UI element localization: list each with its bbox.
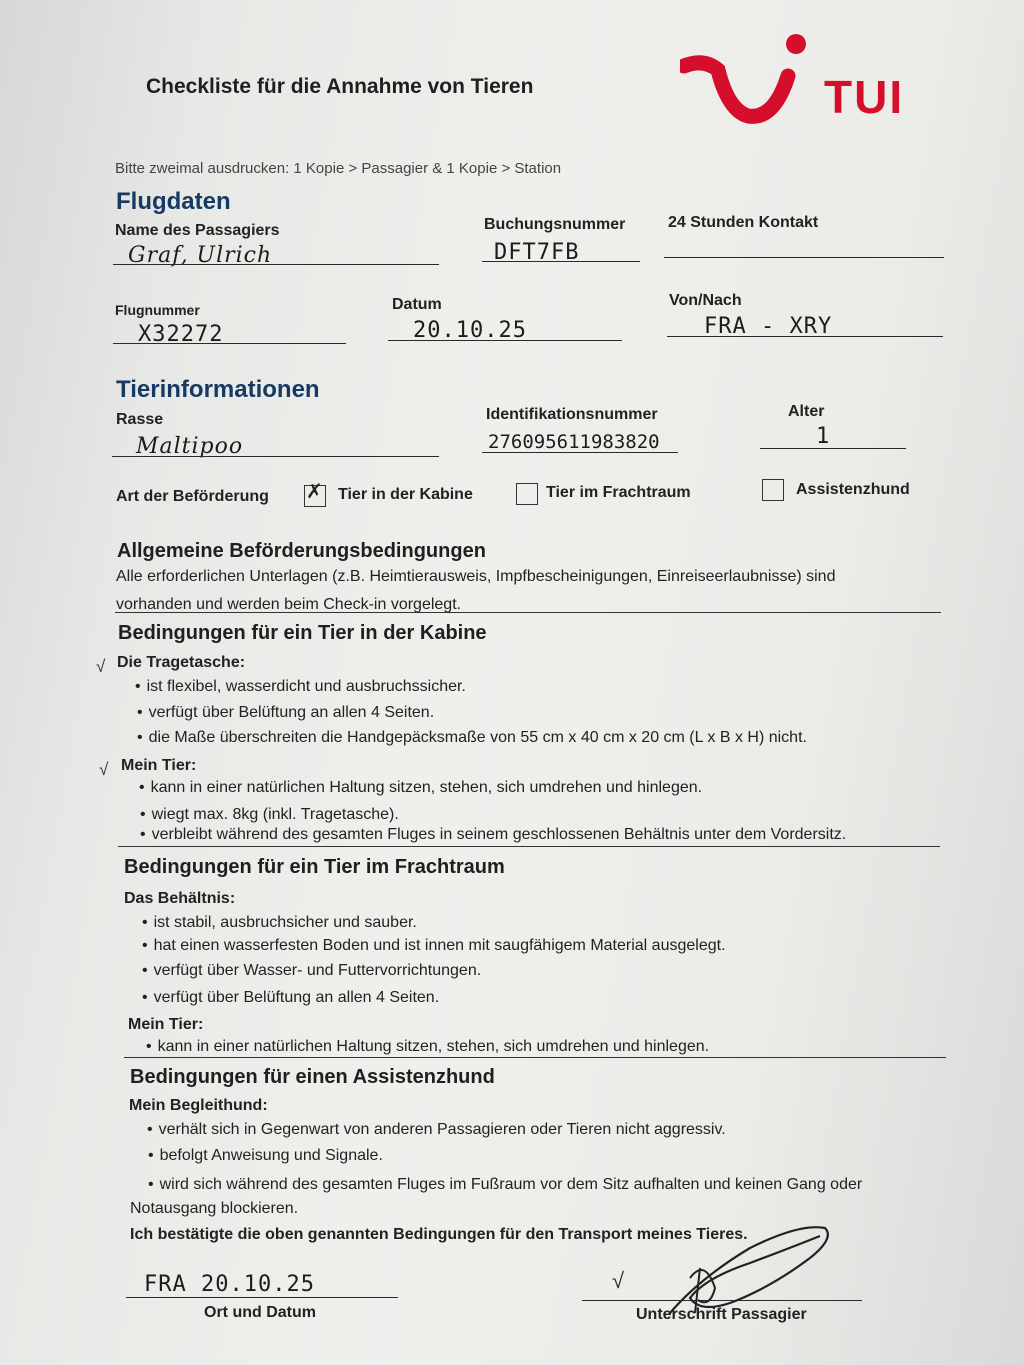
breed-underline <box>112 456 439 457</box>
pet-label: Mein Tier: <box>121 757 197 774</box>
container-item: • verfügt über Wasser- und Futtervorrichtungen. <box>142 962 481 980</box>
age-label: Alter <box>788 403 825 420</box>
bag-item: • ist flexibel, wasserdicht und ausbruchssicher. <box>135 678 466 696</box>
place-date-label: Ort und Datum <box>204 1304 316 1321</box>
pet-item: • verbleibt während des gesamten Fluges in seinem geschlossenen Behältnis unter dem Vordersitz. <box>140 826 846 844</box>
contact-underline <box>664 257 944 258</box>
bag-item: • die Maße überschreiten die Handgepäcksmaße von 55 cm x 40 cm x 20 cm (L x B x H) nicht. <box>137 729 807 747</box>
route-underline <box>667 336 943 337</box>
transport-label: Art der Beförderung <box>116 488 269 505</box>
option-assistenzhund-label: Assistenzhund <box>796 481 910 498</box>
bag-item: • verfügt über Belüftung an allen 4 Seiten. <box>137 704 434 722</box>
tick-mark-icon: √ <box>99 760 109 779</box>
dog-label: Mein Begleithund: <box>129 1097 268 1114</box>
dog-item: • wird sich während des gesamten Fluges im Fußraum vor dem Sitz aufhalten und keinen Gang oder <box>148 1176 862 1194</box>
place-date-underline <box>126 1297 398 1298</box>
flight-value: X32272 <box>138 322 224 347</box>
pet-item: • kann in einer natürlichen Haltung sitzen, stehen, sich umdrehen und hinlegen. <box>139 779 702 797</box>
form-title: Checkliste für die Annahme von Tieren <box>146 75 534 98</box>
tui-wordmark: TUI <box>824 71 905 123</box>
check-mark-icon: ✗ <box>306 481 323 503</box>
date-underline <box>388 340 622 341</box>
age-value: 1 <box>816 424 831 449</box>
signature-underline <box>582 1300 862 1301</box>
option-frachtraum-label: Tier im Frachtraum <box>546 484 691 501</box>
dog-item: • verhält sich in Gegenwart von anderen Passagieren oder Tieren nicht aggressiv. <box>147 1121 726 1139</box>
contact-label: 24 Stunden Kontakt <box>668 214 819 231</box>
date-label: Datum <box>392 296 442 313</box>
section-tierinformationen: Tierinformationen <box>116 376 320 403</box>
fracht-pet-item: • kann in einer natürlichen Haltung sitzen, stehen, sich umdrehen und hinlegen. <box>146 1038 709 1056</box>
bag-label: Die Tragetasche: <box>117 654 246 671</box>
option-kabine-label: Tier in der Kabine <box>338 486 473 503</box>
tui-logo <box>680 32 930 132</box>
route-value: FRA - XRY <box>704 314 833 339</box>
signature-tick-icon: √ <box>612 1268 625 1293</box>
container-item: • ist stabil, ausbruchsicher und sauber. <box>142 914 417 932</box>
breed-value: Maltipoo <box>136 434 244 459</box>
section-fracht: Bedingungen für ein Tier im Frachtraum <box>124 856 505 878</box>
flight-label: Flugnummer <box>115 302 200 318</box>
allgemein-line-1: Alle erforderlichen Unterlagen (z.B. Heimtierausweis, Impfbescheinigungen, Einreiseerlaubnisse) sind <box>116 568 836 585</box>
id-underline <box>482 452 678 453</box>
checkbox-kabine[interactable] <box>304 481 326 507</box>
allgemein-line-2: vorhanden und werden beim Check-in vorgelegt. <box>116 596 462 613</box>
name-underline <box>113 264 439 265</box>
divider <box>118 846 940 847</box>
section-allgemein: Allgemeine Beförderungsbedingungen <box>117 540 486 562</box>
divider <box>115 612 941 613</box>
flight-underline <box>113 343 346 344</box>
name-value: Graf, Ulrich <box>128 243 273 268</box>
place-date-value: FRA 20.10.25 <box>144 1272 315 1297</box>
route-label: Von/Nach <box>669 292 742 309</box>
booking-underline <box>482 261 640 262</box>
pet-item: • wiegt max. 8kg (inkl. Tragetasche). <box>140 806 399 824</box>
checkbox-frachtraum[interactable] <box>516 483 538 505</box>
booking-label: Buchungsnummer <box>484 216 626 233</box>
divider <box>124 1057 946 1058</box>
container-label: Das Behältnis: <box>124 890 236 907</box>
date-value: 20.10.25 <box>413 318 527 343</box>
id-value: 276095611983820 <box>488 431 660 453</box>
signature-label: Unterschrift Passagier <box>636 1306 807 1323</box>
section-flugdaten: Flugdaten <box>116 188 231 215</box>
booking-value: DFT7FB <box>494 240 580 265</box>
checkbox-assistenzhund[interactable] <box>762 479 784 501</box>
container-item: • hat einen wasserfesten Boden und ist innen mit saugfähigem Material ausgelegt. <box>142 937 726 955</box>
tick-mark-icon: √ <box>96 657 106 676</box>
id-label: Identifikationsnummer <box>486 406 658 423</box>
breed-label: Rasse <box>116 411 164 428</box>
container-item: • verfügt über Belüftung an allen 4 Seiten. <box>142 989 439 1007</box>
age-underline <box>760 448 906 449</box>
fracht-pet-label: Mein Tier: <box>128 1016 204 1033</box>
dog-item-continued: Notausgang blockieren. <box>130 1200 299 1217</box>
dog-item: • befolgt Anweisung und Signale. <box>148 1147 383 1165</box>
section-kabine: Bedingungen für ein Tier in der Kabine <box>118 622 487 644</box>
print-instruction: Bitte zweimal ausdrucken: 1 Kopie > Passagier & 1 Kopie > Station <box>115 160 562 177</box>
confirmation-statement: Ich bestätigte die oben genannten Bedingungen für den Transport meines Tieres. <box>130 1226 748 1243</box>
section-assistenz: Bedingungen für einen Assistenzhund <box>130 1066 495 1088</box>
name-label: Name des Passagiers <box>115 222 280 239</box>
